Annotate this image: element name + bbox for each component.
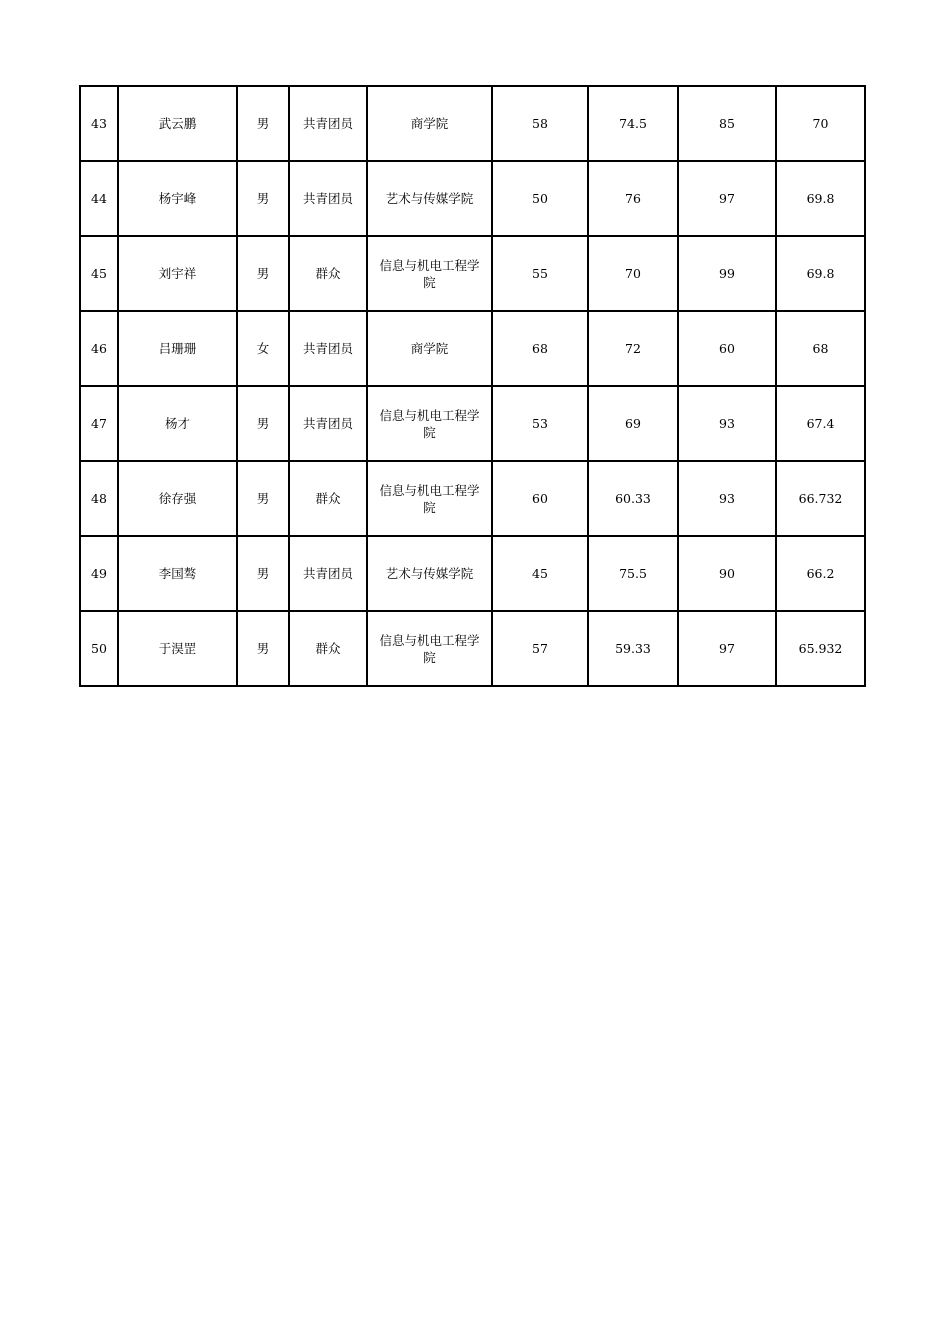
cell-name: 于淏罡 <box>118 611 237 686</box>
cell-name: 徐存强 <box>118 461 237 536</box>
cell-total-score: 65.932 <box>776 611 865 686</box>
cell-total-score: 69.8 <box>776 161 865 236</box>
department-label: 信息与机电工程学院 <box>379 632 480 665</box>
table-row <box>80 611 865 686</box>
cell-political-status: 共青团员 <box>289 311 367 386</box>
cell-number: 46 <box>80 311 118 386</box>
score-table <box>79 85 866 687</box>
cell-gender: 男 <box>237 536 289 611</box>
cell-score-3: 93 <box>678 386 776 461</box>
cell-score-1: 55 <box>492 236 588 311</box>
cell-score-2: 76 <box>588 161 678 236</box>
cell-department <box>367 536 492 611</box>
cell-score-2: 70 <box>588 236 678 311</box>
table-row <box>80 311 865 386</box>
cell-name: 武云鹏 <box>118 86 237 161</box>
cell-score-3: 85 <box>678 86 776 161</box>
cell-score-2: 69 <box>588 386 678 461</box>
cell-number: 47 <box>80 386 118 461</box>
cell-score-1: 50 <box>492 161 588 236</box>
cell-score-2: 72 <box>588 311 678 386</box>
cell-political-status: 共青团员 <box>289 161 367 236</box>
cell-gender: 男 <box>237 86 289 161</box>
cell-number: 50 <box>80 611 118 686</box>
cell-total-score: 70 <box>776 86 865 161</box>
cell-score-3: 93 <box>678 461 776 536</box>
cell-political-status: 共青团员 <box>289 86 367 161</box>
cell-political-status: 群众 <box>289 236 367 311</box>
cell-political-status: 共青团员 <box>289 536 367 611</box>
table-body <box>80 86 865 686</box>
cell-score-1: 57 <box>492 611 588 686</box>
cell-total-score: 67.4 <box>776 386 865 461</box>
table-row <box>80 236 865 311</box>
cell-score-3: 60 <box>678 311 776 386</box>
cell-total-score: 69.8 <box>776 236 865 311</box>
cell-score-2: 60.33 <box>588 461 678 536</box>
table-row <box>80 461 865 536</box>
cell-number: 45 <box>80 236 118 311</box>
cell-name: 杨才 <box>118 386 237 461</box>
cell-number: 48 <box>80 461 118 536</box>
cell-score-1: 58 <box>492 86 588 161</box>
table-row <box>80 161 865 236</box>
cell-score-2: 59.33 <box>588 611 678 686</box>
cell-name: 李国骜 <box>118 536 237 611</box>
department-label: 信息与机电工程学院 <box>379 407 480 440</box>
department-label: 信息与机电工程学院 <box>379 482 480 515</box>
cell-score-3: 99 <box>678 236 776 311</box>
cell-name: 吕珊珊 <box>118 311 237 386</box>
cell-department <box>367 461 492 536</box>
cell-department <box>367 386 492 461</box>
cell-department <box>367 86 492 161</box>
department-label: 信息与机电工程学院 <box>379 257 480 290</box>
cell-total-score: 66.2 <box>776 536 865 611</box>
department-label: 商学院 <box>410 341 449 356</box>
cell-department <box>367 161 492 236</box>
score-table-container <box>79 85 866 687</box>
department-label: 艺术与传媒学院 <box>385 566 474 581</box>
cell-gender: 男 <box>237 461 289 536</box>
cell-gender: 男 <box>237 236 289 311</box>
table-row <box>80 536 865 611</box>
cell-score-1: 45 <box>492 536 588 611</box>
cell-score-3: 90 <box>678 536 776 611</box>
cell-gender: 男 <box>237 386 289 461</box>
cell-total-score: 68 <box>776 311 865 386</box>
table-row <box>80 86 865 161</box>
cell-number: 49 <box>80 536 118 611</box>
cell-score-3: 97 <box>678 161 776 236</box>
cell-department <box>367 311 492 386</box>
cell-gender: 男 <box>237 611 289 686</box>
department-label: 艺术与传媒学院 <box>385 191 474 206</box>
cell-department <box>367 236 492 311</box>
cell-gender: 女 <box>237 311 289 386</box>
cell-gender: 男 <box>237 161 289 236</box>
cell-political-status: 共青团员 <box>289 386 367 461</box>
cell-total-score: 66.732 <box>776 461 865 536</box>
cell-score-1: 68 <box>492 311 588 386</box>
cell-score-3: 97 <box>678 611 776 686</box>
cell-score-1: 60 <box>492 461 588 536</box>
cell-political-status: 群众 <box>289 461 367 536</box>
table-row <box>80 386 865 461</box>
cell-score-1: 53 <box>492 386 588 461</box>
cell-number: 44 <box>80 161 118 236</box>
cell-name: 刘宇祥 <box>118 236 237 311</box>
cell-number: 43 <box>80 86 118 161</box>
cell-department <box>367 611 492 686</box>
department-label: 商学院 <box>410 116 449 131</box>
cell-political-status: 群众 <box>289 611 367 686</box>
cell-score-2: 74.5 <box>588 86 678 161</box>
cell-score-2: 75.5 <box>588 536 678 611</box>
cell-name: 杨宇峰 <box>118 161 237 236</box>
